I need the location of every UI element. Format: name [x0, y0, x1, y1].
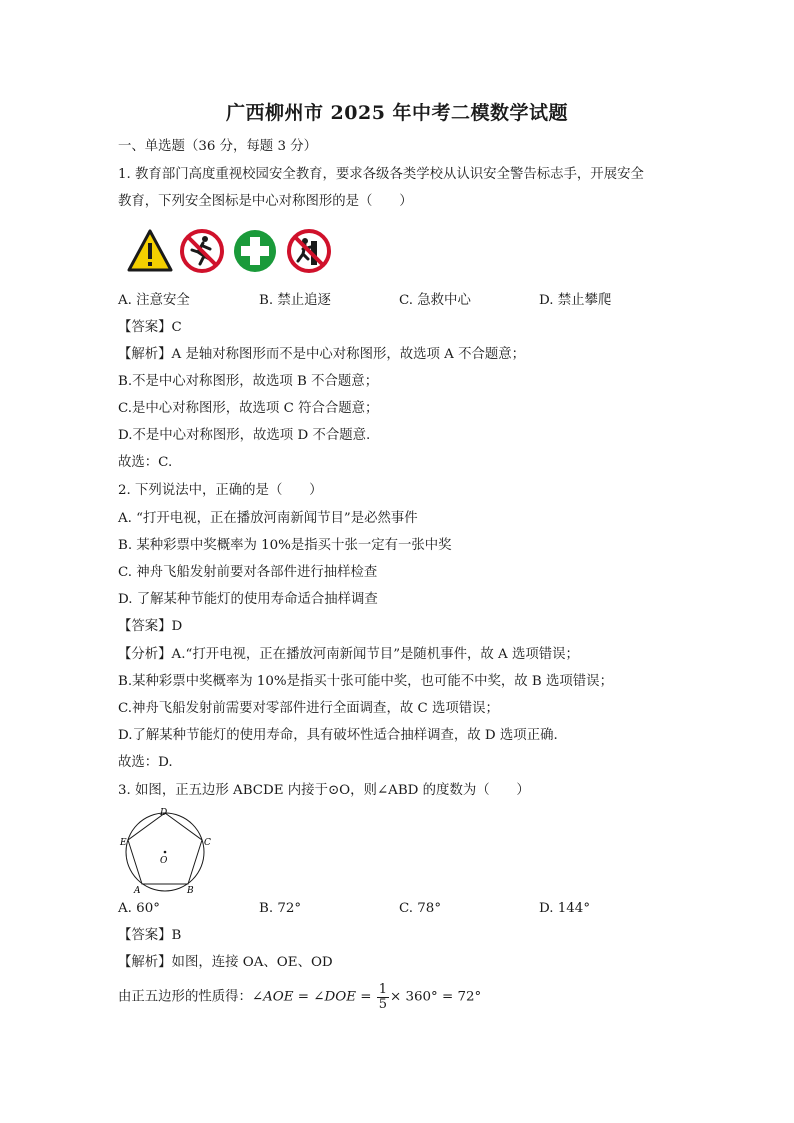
q1-option-d: D. 禁止攀爬 [539, 293, 612, 308]
q2-option-b: B. 某种彩票中奖概率为 10%是指买十张一定有一张中奖 [118, 538, 452, 553]
q1-option-c: C. 急救中心 [399, 293, 471, 308]
first-aid-cross-icon [234, 230, 276, 272]
q1-analysis-line: C.是中心对称图形，故选项 C 符合合题意； [118, 401, 379, 416]
q3-formula-left: ∠AOE = ∠DOE = [251, 989, 376, 1005]
q1-conclusion: 故选：C. [118, 455, 173, 470]
q2-option-a: A. “打开电视，正在播放河南新闻节目”是必然事件 [118, 511, 418, 526]
q1-stem-line2: 教育，下列安全图标是中心对称图形的是（ ） [118, 194, 413, 209]
vertex-label-c: C [204, 838, 211, 848]
page-title: 广西柳州市 2025 年中考二模数学试题 [225, 102, 569, 124]
q3-option-a: A. 60° [118, 901, 160, 916]
q2-option-c: C. 神舟飞船发射前要对各部件进行抽样检查 [118, 565, 378, 580]
q2-option-d: D. 了解某种节能灯的使用寿命适合抽样调查 [118, 592, 378, 607]
q1-analysis-line: B.不是中心对称图形，故选项 B 不合题意； [118, 374, 379, 389]
warning-triangle-icon [129, 231, 171, 270]
q1-stem-line1: 1. 教育部门高度重视校园安全教育，要求各级各类学校从认识安全警告标志手，开展安全 [118, 167, 644, 182]
no-running-icon [182, 231, 222, 271]
q1-analysis-line: D.不是中心对称图形，故选项 D 不合题意. [118, 428, 371, 443]
q3-option-d: D. 144° [539, 901, 591, 916]
q1-analysis-line: 【解析】A 是轴对称图形而不是中心对称图形，故选项 A 不合题意； [118, 347, 526, 362]
q2-answer: 【答案】D [118, 619, 183, 634]
fraction-denominator: 5 [378, 997, 388, 1012]
q1-answer: 【答案】C [118, 320, 182, 335]
q3-formula-prefix: 由正五边形的性质得： [118, 989, 252, 1005]
q3-formula-line [118, 983, 481, 1012]
q1-option-a: A. 注意安全 [118, 293, 190, 308]
vertex-label-b: B [187, 886, 194, 895]
q3-option-b: B. 72° [259, 901, 302, 916]
vertex-label-a: A [134, 886, 141, 895]
q2-analysis-line: D.了解某种节能灯的使用寿命，具有破坏性适合抽样调查，故 D 选项正确. [118, 728, 558, 743]
q3-stem: 3. 如图，正五边形 ABCDE 内接于⊙O，则∠ABD 的度数为（ ） [118, 783, 530, 798]
vertex-label-d: D [160, 808, 168, 818]
q2-conclusion: 故选：D. [118, 755, 173, 770]
q3-option-c: C. 78° [399, 901, 442, 916]
vertex-label-e: E [120, 838, 127, 848]
q2-analysis-line: B.某种彩票中奖概率为 10%是指买十张可能中奖，也可能不中奖，故 B 选项错误； [118, 674, 613, 689]
q2-analysis-line: C.神舟飞船发射前需要对零部件进行全面调查，故 C 选项错误； [118, 701, 499, 716]
q2-stem: 2. 下列说法中，正确的是（ ） [118, 483, 323, 498]
q3-formula-right: × 360° = 72° [390, 989, 482, 1005]
q3-analysis-line: 【解析】如图，连接 OA、OE、OD [118, 955, 333, 970]
q2-analysis-line: 【分析】A.“打开电视，正在播放河南新闻节目”是随机事件，故 A 选项错误； [118, 647, 579, 662]
q3-answer: 【答案】B [118, 928, 182, 943]
q3-pentagon-figure [117, 807, 213, 895]
fraction-numerator: 1 [378, 982, 388, 997]
q1-option-b: B. 禁止追逐 [259, 293, 331, 308]
no-climbing-icon [289, 231, 329, 271]
q3-fraction [377, 983, 389, 1012]
center-label-o: O [160, 856, 168, 866]
q1-icon-row [127, 228, 337, 274]
section-heading: 一、单选题（36 分，每题 3 分） [118, 139, 318, 154]
